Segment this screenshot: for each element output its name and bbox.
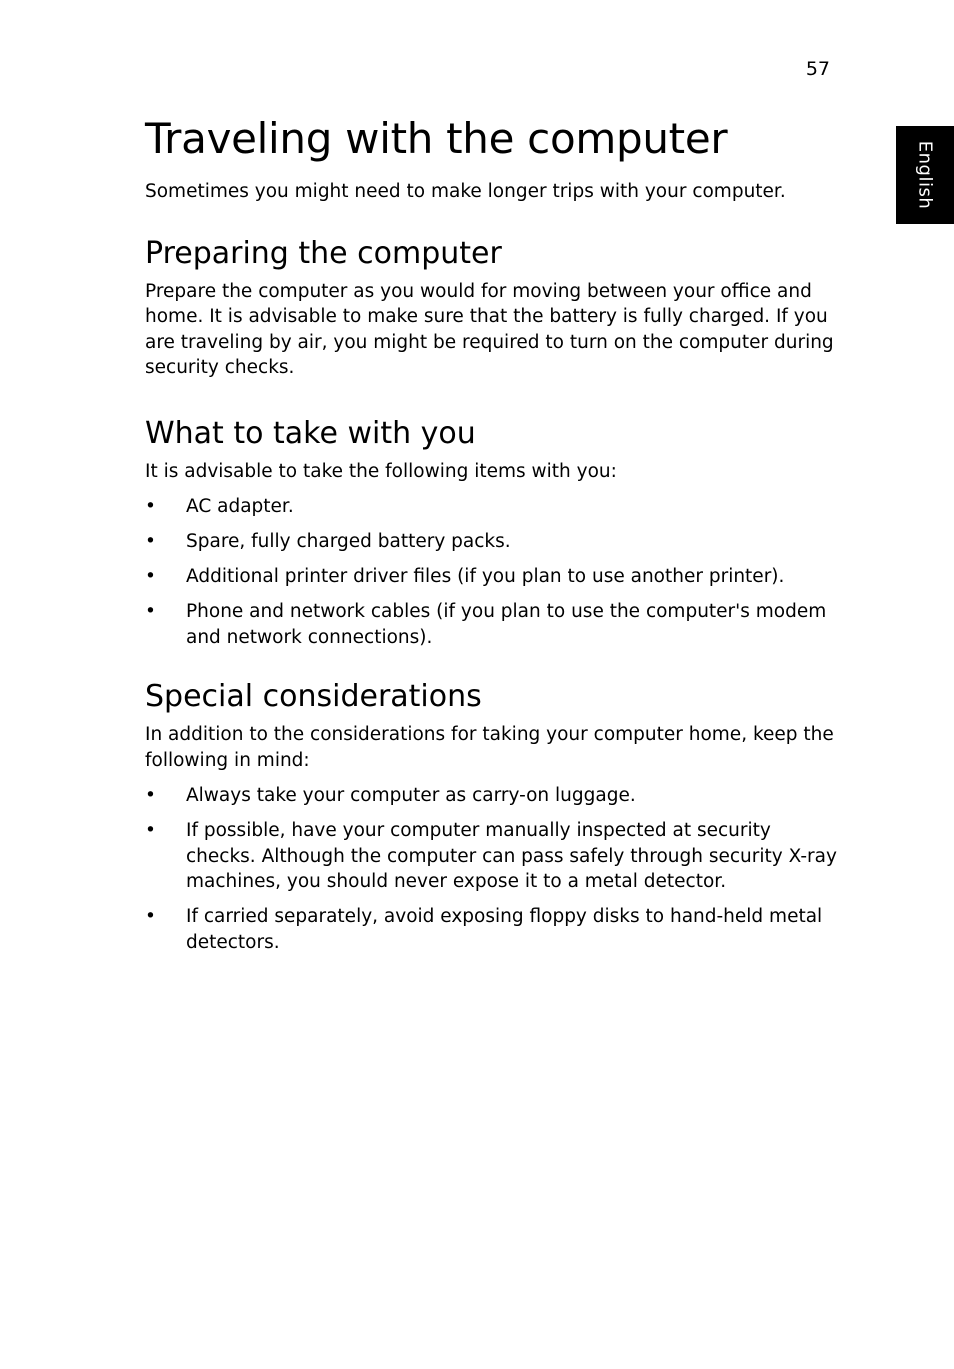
list-item xyxy=(145,529,845,555)
section-preparing-the-computer xyxy=(145,235,845,381)
page-number: 57 xyxy=(805,58,830,80)
page-title: Traveling with the computer xyxy=(145,114,728,163)
bullet-icon: • xyxy=(145,785,156,806)
bullet-icon: • xyxy=(145,496,156,517)
list-item xyxy=(145,494,845,520)
list-item xyxy=(145,564,845,590)
section-special-considerations xyxy=(145,678,845,955)
bullet-icon: • xyxy=(145,906,156,927)
list-item-text: AC adapter. xyxy=(186,496,294,517)
list-item-text: Always take your computer as carry-on luggage. xyxy=(186,785,636,806)
list-item xyxy=(145,904,845,955)
list-item-text: Phone and network cables (if you plan to use the computer's modem and network connections). xyxy=(186,601,827,648)
section-paragraph: Prepare the computer as you would for moving between your office and home. It is advisable to make sure that the battery is fully charged. If you are traveling by air, you might be required to turn on the computer during security checks. xyxy=(145,280,834,378)
list-item-text: Additional printer driver files (if you plan to use another printer). xyxy=(186,566,785,587)
bullet-icon: • xyxy=(145,820,156,841)
list-item-text: If possible, have your computer manually inspected at security checks. Although the computer can pass safely through security X-ray machines, you should never expose it to a metal detector. xyxy=(186,820,837,892)
list-item xyxy=(145,783,845,809)
section-heading: Preparing the computer xyxy=(145,235,502,271)
bullet-icon: • xyxy=(145,531,156,552)
language-tab-label: English xyxy=(914,140,936,210)
section-paragraph: It is advisable to take the following items with you: xyxy=(145,460,617,482)
list-item xyxy=(145,599,845,650)
bullet-icon: • xyxy=(145,566,156,587)
section-heading: What to take with you xyxy=(145,415,476,451)
list-item-text: Spare, fully charged battery packs. xyxy=(186,531,511,552)
section-paragraph: In addition to the considerations for taking your computer home, keep the following in mind: xyxy=(145,724,834,771)
page-content xyxy=(145,112,845,965)
section-heading: Special considerations xyxy=(145,679,482,714)
language-tab xyxy=(896,126,954,224)
list-item xyxy=(145,818,845,895)
intro-paragraph: Sometimes you might need to make longer trips with your computer. xyxy=(145,181,786,202)
list-item-text: If carried separately, avoid exposing floppy disks to hand-held metal detectors. xyxy=(186,906,823,953)
bullet-list xyxy=(145,494,845,650)
section-what-to-take-with-you xyxy=(145,415,845,651)
bullet-list xyxy=(145,783,845,955)
bullet-icon: • xyxy=(145,601,156,622)
